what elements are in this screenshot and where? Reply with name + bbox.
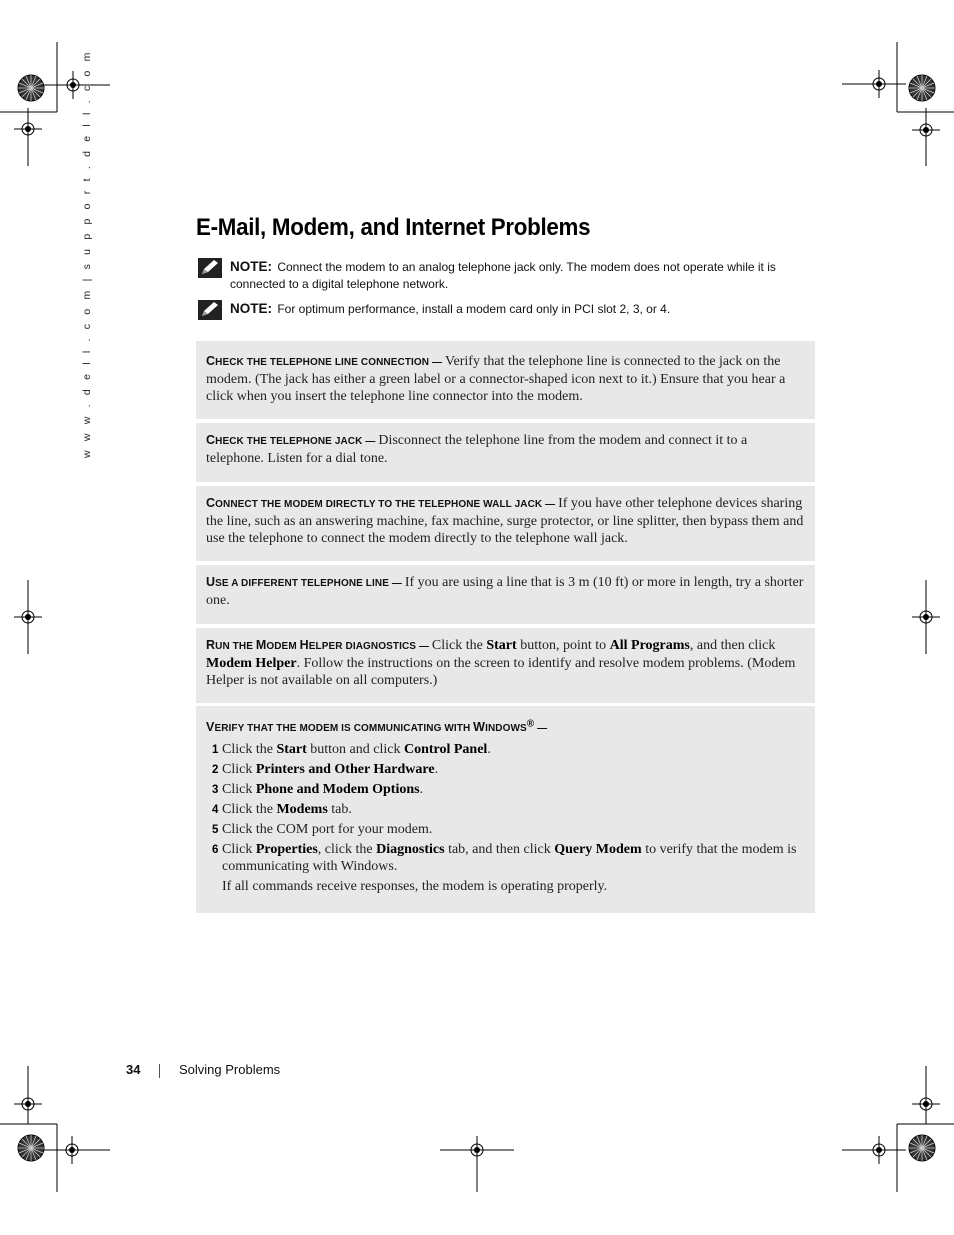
tip-heading: CHECK THE TELEPHONE JACK — [206, 433, 379, 447]
footer-section-title: Solving Problems [179, 1062, 281, 1077]
tip-text: If you have other telephone devices sharing the line, such as an answering machine, fax machine, surge protector, or line splitter, then bypass them and use the telephone to connect the modem directly to the telephone wall jack. [206, 496, 804, 546]
note-pci-slot [198, 300, 808, 318]
note-label: NOTE: [230, 301, 272, 316]
note-pencil-icon [198, 258, 222, 278]
result-text: If all commands receive responses, the modem is operating properly. [222, 879, 608, 895]
note-body [230, 300, 808, 318]
step-item: 4 Click the Modems tab. [212, 802, 352, 818]
sidebar-url: w w w . d e l l . c o m | s u p p o r t . d e l l . c o m [81, 49, 93, 458]
tip-heading: RUN THE MODEM HELPER DIAGNOSTICS — [206, 638, 432, 652]
tip-text: RUN THE MODEM HELPER DIAGNOSTICS — Click the Start button, point to All Programs, and then click Modem Helper. Follow the instructions on the screen to identify and resolve modem problems. (Modem Helper is not available on all computers.) [206, 638, 796, 688]
all-programs-label: All Programs [609, 638, 690, 653]
step-item: 5 Click the COM port for your modem. [212, 822, 433, 838]
steps-list [206, 741, 805, 875]
tip-heading: CHECK THE TELEPHONE LINE CONNECTION — [206, 354, 445, 368]
tip-verify-modem [196, 706, 815, 913]
modem-helper-label: Modem Helper [206, 656, 297, 671]
note-text: Connect the modem to an analog telephone jack only. The modem does not operate while it is connected to a digital telephone network. [230, 260, 776, 291]
tip-heading: CONNECT THE MODEM DIRECTLY TO THE TELEPHONE WALL JACK — [206, 496, 559, 510]
page-number: 34 [126, 1062, 141, 1077]
footer-divider [159, 1064, 160, 1078]
tip-telephone-jack [196, 423, 815, 482]
page-title: E-Mail, Modem, and Internet Problems [196, 214, 591, 241]
tip-wall-jack [196, 486, 815, 561]
step-item: 6 Click Properties, click the Diagnostics tab, and then click Query Modem to verify that the modem is communicating with Windows. [212, 842, 797, 875]
note-body [230, 258, 808, 293]
note-pencil-icon [198, 300, 222, 320]
note-label: NOTE: [230, 259, 272, 274]
tip-text: Verify that the telephone line is connected to the jack on the modem. (The jack has either a green label or a connector-shaped icon next to it.) Ensure that you hear a click when you insert the telephone line connector into the modem. [206, 354, 786, 404]
tip-heading: USE A DIFFERENT TELEPHONE LINE — [206, 575, 405, 589]
tip-line-connection [196, 341, 815, 419]
tip-different-line [196, 565, 815, 624]
start-label: Start [486, 638, 517, 653]
note-analog-jack [198, 258, 808, 293]
tip-heading: VERIFY THAT THE MODEM IS COMMUNICATING WITH WINDOWS® — [206, 719, 548, 735]
tip-modem-helper [196, 628, 815, 703]
tip-text: Disconnect the telephone line from the modem and connect it to a telephone. Listen for a dial tone. [206, 433, 748, 466]
tip-text: If you are using a line that is 3 m (10 ft) or more in length, try a shorter one. [206, 575, 804, 608]
step-item: 1 Click the Start button and click Control Panel. [212, 742, 491, 758]
step-item: 2 Click Printers and Other Hardware. [212, 762, 439, 778]
note-text: For optimum performance, install a modem card only in PCI slot 2, 3, or 4. [277, 302, 671, 316]
step-item: 3 Click Phone and Modem Options. [212, 782, 424, 798]
